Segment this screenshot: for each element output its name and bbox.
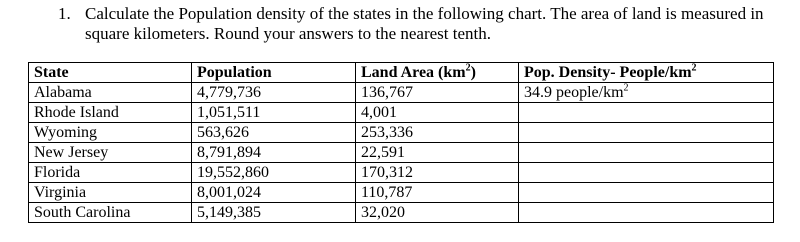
table-row	[29, 203, 774, 223]
cell-state: Wyoming	[29, 123, 192, 143]
table-row	[29, 183, 774, 203]
question-number: 1.	[58, 4, 71, 23]
cell-density	[519, 143, 774, 163]
cell-population: 8,791,894	[192, 143, 356, 163]
table-row	[29, 123, 774, 143]
population-table	[28, 62, 774, 223]
cell-land-area: 253,336	[356, 123, 519, 143]
header-population: Population	[192, 63, 356, 83]
cell-state: Florida	[29, 163, 192, 183]
cell-land-area: 110,787	[356, 183, 519, 203]
cell-land-area: 170,312	[356, 163, 519, 183]
cell-state: Virginia	[29, 183, 192, 203]
cell-density	[519, 163, 774, 183]
table-row	[29, 163, 774, 183]
table-row	[29, 143, 774, 163]
header-density: Pop. Density- People/$km^2$	[519, 63, 774, 83]
cell-land-area: 32,020	[356, 203, 519, 223]
cell-state: Alabama	[29, 83, 192, 103]
cell-land-area: 22,591	[356, 143, 519, 163]
cell-state: New Jersey	[29, 143, 192, 163]
table-header-row	[29, 63, 774, 83]
cell-density: 34.9 people/$km^2$	[519, 83, 774, 103]
cell-population: 4,779,736	[192, 83, 356, 103]
cell-population: 1,051,511	[192, 103, 356, 123]
question	[58, 4, 778, 44]
cell-population: 563,626	[192, 123, 356, 143]
table-row	[29, 83, 774, 103]
cell-density	[519, 183, 774, 203]
cell-state: Rhode Island	[29, 103, 192, 123]
header-state: State	[29, 63, 192, 83]
cell-density	[519, 203, 774, 223]
header-land-area: Land Area $(km^2)$	[356, 63, 519, 83]
cell-population: 5,149,385	[192, 203, 356, 223]
table-row	[29, 103, 774, 123]
question-text: Calculate the Population density of the states in the following chart. The area of land is measured in square kilometers. Round your answers to the nearest tenth.	[85, 4, 764, 43]
cell-population: 19,552,860	[192, 163, 356, 183]
cell-population: 8,001,024	[192, 183, 356, 203]
cell-land-area: 4,001	[356, 103, 519, 123]
cell-density	[519, 123, 774, 143]
cell-state: South Carolina	[29, 203, 192, 223]
cell-density	[519, 103, 774, 123]
cell-land-area: 136,767	[356, 83, 519, 103]
